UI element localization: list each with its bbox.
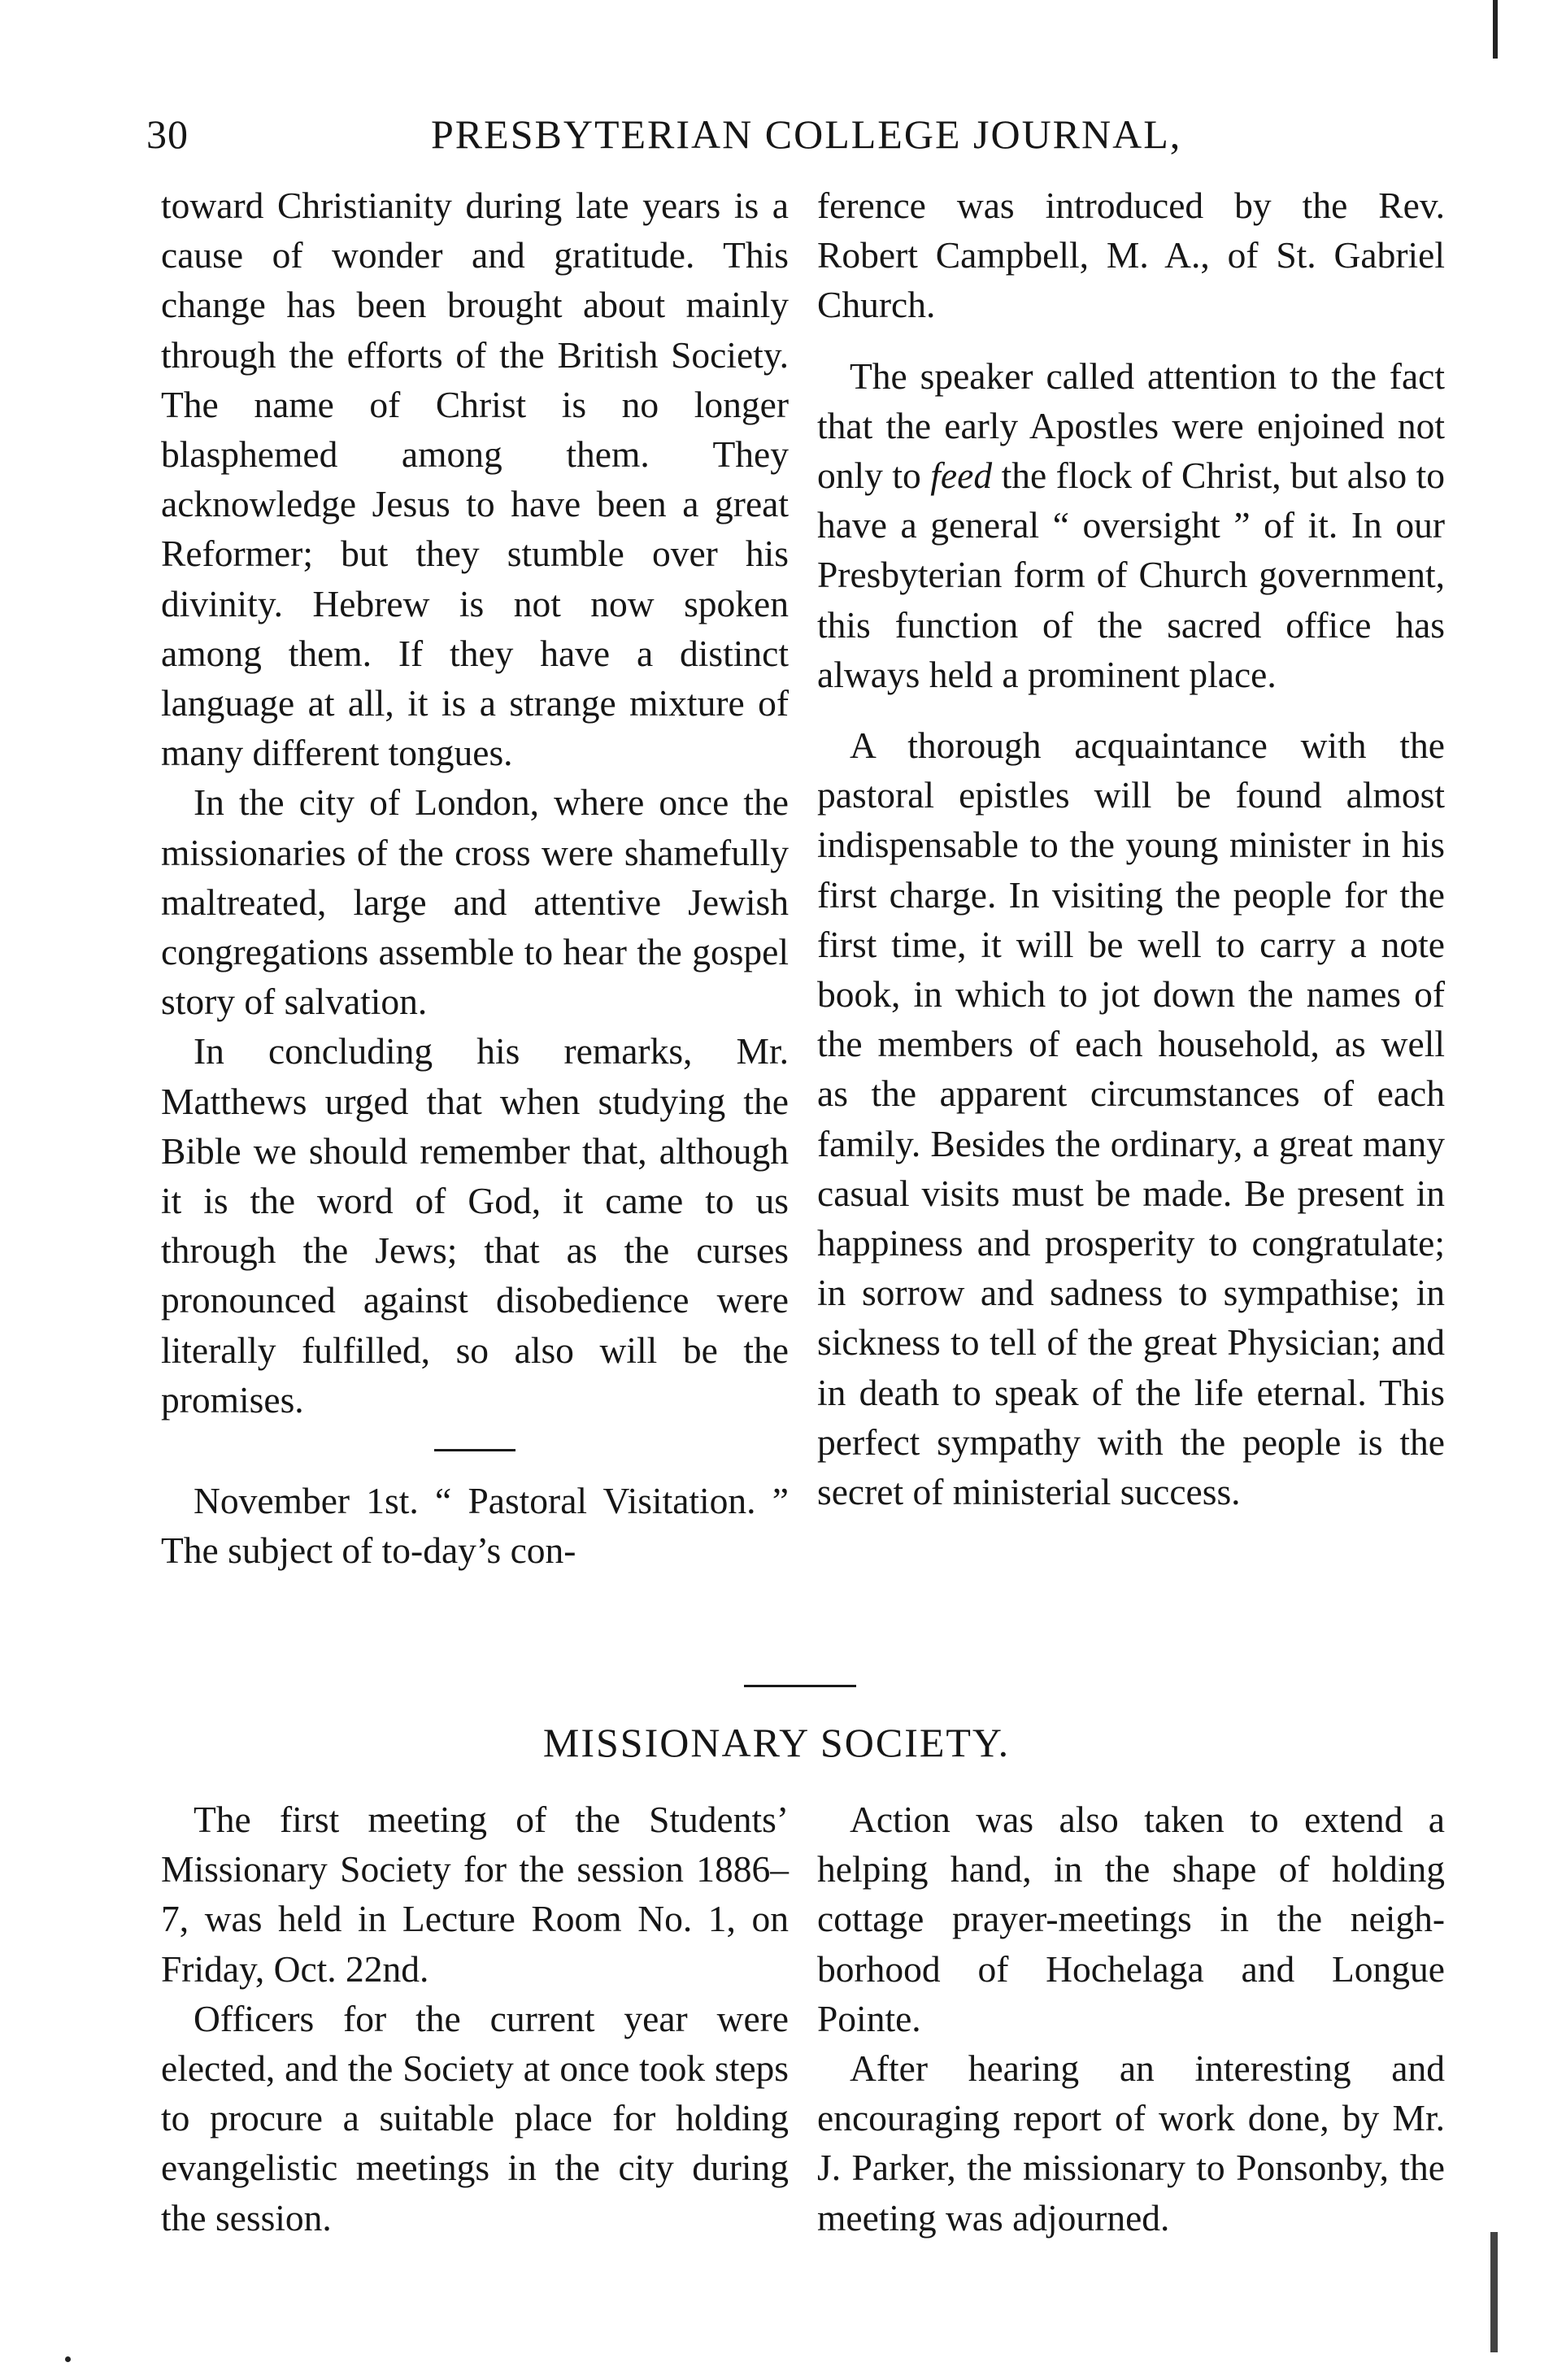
scan-mark-top-right [1493,0,1498,59]
separator-rule [434,1449,515,1451]
section-divider-rule [744,1685,856,1687]
date-line: November 1st. “ Pastoral Visitation. ” The subject of to-day’s con- [161,1480,789,1572]
upper-right-column [817,181,1445,1516]
paragraph: toward Christianity during late years is a cause of wonder and gratitude. This change has been brought about mainly through the efforts of the British Society. The name of Christ is no longer blasphemed among them. They acknowledge Jesus to have been a great Reformer; but they stumble over his divinity. Hebrew is not now spoken among them. If they have a distinct language at all, it is a strange mixture of many different tongues. [161,185,789,774]
page-header [146,106,1415,171]
paragraph-gap [817,330,1445,351]
text-run: the flock of Christ, but also to have a general “ oversight ” of it. In our Presbyterian form of Church government, this function of the sacred office has always held a prominent place. [817,455,1445,695]
section-title: MISSIONARY SOCIETY. [542,1720,1011,1765]
lower-right-column [817,1795,1445,2243]
paragraph: ference was introduced by the Rev. Robert Campbell, M. A., of St. Gabriel Church. [817,185,1445,326]
scan-mark-bottom-right [1490,2232,1498,2352]
text-run: The speaker called attention to the fact that the early Apostles were enjoined not only to [817,355,1445,497]
paragraph: In concluding his remarks, Mr. Matthews urged that when studying the Bible we should remember that, although it is the word of God, it came to us through the Jews; that as the curses pronounced against disobedience were literally fulfilled, so also will be the promises. [161,1030,789,1421]
paragraph-feed [817,351,1445,699]
lower-left-column [161,1795,789,2243]
paragraph: A thorough acquaintance with the pastoral epistles will be found almost indispensable to the young minister in his first charge. In visiting the people for the first time, it will be well to carry a note book, in which to jot down the names of the members of each household, as well as the apparent circumstances of each family. Besides the ordinary, a great many casual visits must be made. Be present in happiness and prosperity to congratulate; in sorrow and sadness to sympathise; in sickness to tell of the great Physician; and in death to speak of the life eternal. This perfect sympathy with the people is the secret of ministerial success. [817,724,1445,1513]
scan-dot-bottom-left [65,2356,71,2362]
paragraph: After hearing an interesting and encouraging report of work done, by Mr. J. Parker, the missionary to Ponsonby, the meeting was adjourned. [817,2047,1445,2239]
paragraph-gap [817,699,1445,720]
italic-word: feed [930,455,993,497]
page-number: 30 [146,111,189,157]
paragraph: The first meeting of the Students’ Missionary Society for the session 1886–7, was held in Lecture Room No. 1, on Friday, Oct. 22nd. [161,1799,789,1990]
paragraph: Officers for the current year were elected, and the Society at once took steps to procure a suitable place for holding evangelistic meetings in the city during the session. [161,1997,789,2239]
running-head: PRESBYTERIAN COLLEGE JOURNAL, [431,111,1182,157]
paragraph: In the city of London, where once the missionaries of the cross were shamefully maltreated, large and attentive Jewish congregations assemble to hear the gospel story of salvation. [161,781,789,1023]
paragraph: Action was also taken to extend a helping hand, in the shape of holding cottage prayer-meetings in the neighborhood of Hochelaga and Longue Pointe. [817,1799,1445,2039]
upper-left-column [161,181,789,1575]
